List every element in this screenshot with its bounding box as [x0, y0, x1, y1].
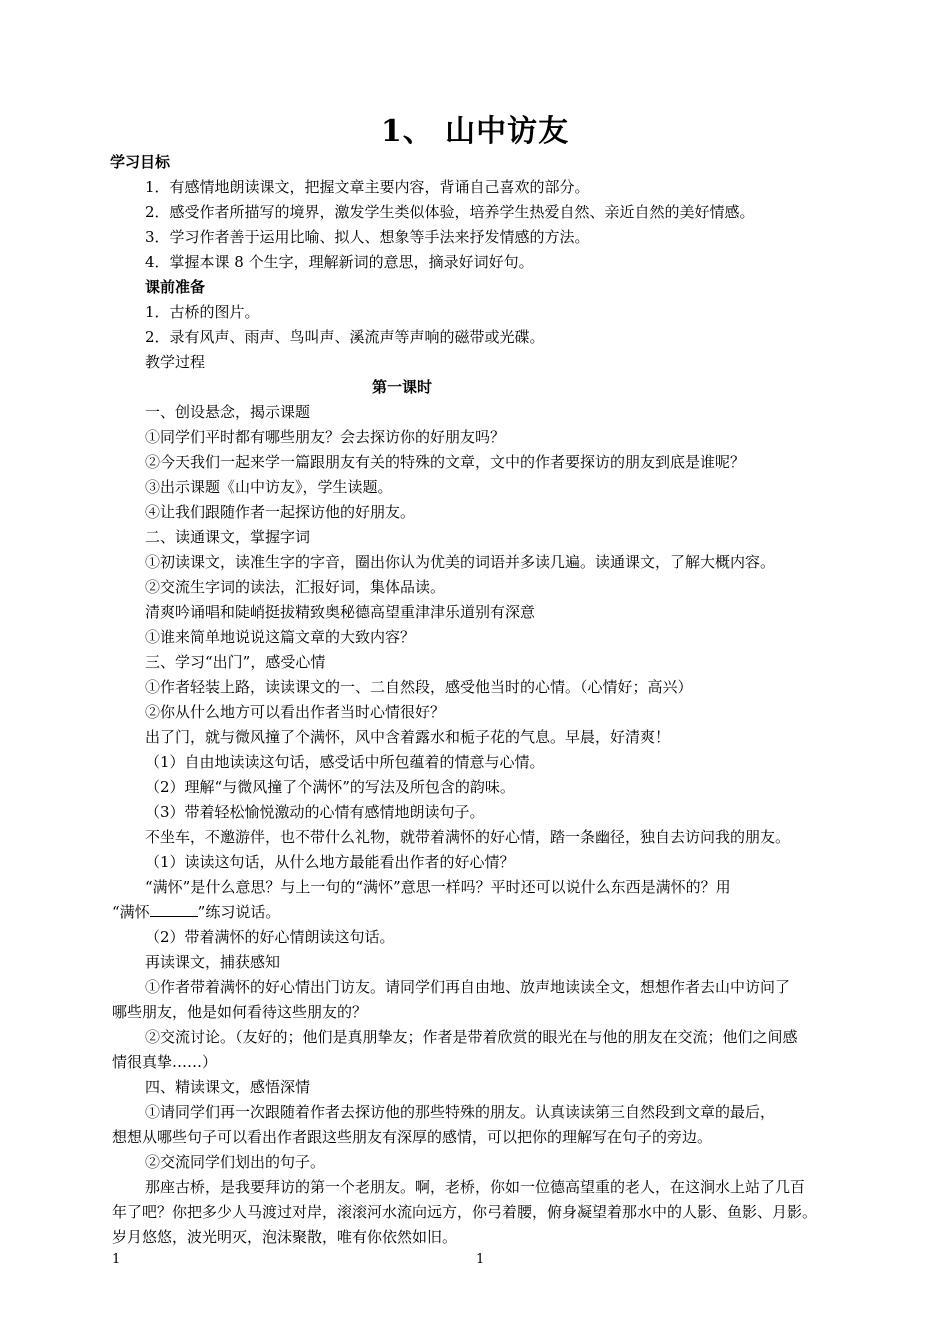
text-line: ②交流同学们划出的句子。 — [145, 1153, 326, 1171]
quote-line: 岁月悠悠，波光明灭，泡沫聚散，唯有你依然如旧。 — [112, 1228, 458, 1246]
quote-line: 年了吧？你把多少人马渡过对岸，滚滚河水流向远方，你弓着腰，俯身凝望着那水中的人影、鱼影、月影。 — [112, 1203, 818, 1221]
step-3-heading: 三、学习“出门”，感受心情 — [145, 653, 326, 671]
page-title: 1、 山中访友 — [380, 114, 570, 149]
quote-line: 那座古桥，是我要拜访的第一个老朋友。啊，老桥，你如一位德高望重的老人，在这涧水上站了几百 — [145, 1178, 806, 1196]
quote-line: 出了门，就与微风撞了个满怀，风中含着露水和栀子花的气息。早晨，好清爽！ — [145, 728, 671, 746]
text-line: （3）带着轻松愉悦激动的心情有感情地朗读句子。 — [145, 803, 485, 821]
text-line: ①初读课文，读准生字的字音，圈出你认为优美的词语并多读几遍。读通课文，了解大概内容。 — [145, 553, 776, 571]
text-fragment: “满怀 — [112, 903, 150, 921]
objective-4: 4．掌握本课 8 个生字，理解新词的意思，摘录好词好句。 — [145, 253, 534, 271]
text-line: ①谁来简单地说说这篇文章的大致内容？ — [145, 628, 416, 646]
text-line: 情很真挚……） — [112, 1053, 218, 1071]
text-line: ③出示课题《山中访友》，学生读题。 — [145, 478, 393, 496]
text-line: （2）理解“与微风撞了个满怀”的写法及所包含的韵味。 — [145, 778, 515, 796]
objective-3: 3．学习作者善于运用比喻、拟人、想象等手法来抒发情感的方法。 — [145, 228, 590, 246]
text-line: ②你从什么地方可以看出作者当时心情很好？ — [145, 703, 446, 721]
text-line: ①作者轻装上路，读读课文的一、二自然段，感受他当时的心情。（心情好；高兴） — [145, 678, 693, 696]
lesson-heading: 第一课时 — [372, 378, 433, 396]
text-line: （1）自由地读读这句话，感受话中所包蕴着的情意与心情。 — [145, 753, 545, 771]
text-line: “满怀”是什么意思？与上一句的“满怀”意思一样吗？平时还可以说什么东西是满怀的？用 — [145, 878, 731, 896]
text-line: 想想从哪些句子可以看出作者跟这些朋友有深厚的感情，可以把你的理解写在句子的旁边。 — [112, 1128, 713, 1146]
text-fragment: ”练习说话。 — [197, 903, 281, 921]
text-line: ①作者带着满怀的好心情出门访友。请同学们再自由地、放声地读读全文，想想作者去山中访问了 — [145, 978, 791, 996]
text-line: （2）带着满怀的好心情朗读这句话。 — [145, 928, 395, 946]
quote-line: 不坐车，不邀游伴，也不带什么礼物，就带着满怀的好心情，踏一条幽径，独自去访问我的朋友。 — [145, 828, 791, 846]
preparation-1: 1．古桥的图片。 — [145, 303, 260, 321]
step-1-heading: 一、创设悬念，揭示课题 — [145, 403, 311, 421]
section-heading-process: 教学过程 — [145, 353, 206, 371]
section-heading-preparation: 课前准备 — [145, 278, 206, 296]
objective-1: 1．有感情地朗读课文，把握文章主要内容，背诵自己喜欢的部分。 — [145, 178, 590, 196]
vocabulary-line: 清爽吟诵唱和陡峭挺拔精致奥秘德高望重津津乐道别有深意 — [145, 603, 536, 621]
footer-center-page-number: 1 — [476, 1252, 485, 1267]
text-line: ②交流讨论。（友好的；他们是真朋挚友；作者是带着欣赏的眼光在与他的朋友在交流；他们之间感 — [145, 1028, 798, 1046]
fill-in-blank — [150, 902, 198, 917]
text-line: ②今天我们一起来学一篇跟朋友有关的特殊的文章，文中的作者要探访的朋友到底是谁呢？ — [145, 453, 746, 471]
text-line: ④让我们跟随作者一起探访他的好朋友。 — [145, 503, 416, 521]
text-line: 哪些朋友，他是如何看待这些朋友的？ — [112, 1003, 368, 1021]
step-4-heading: 四、精读课文，感悟深情 — [145, 1078, 311, 1096]
text-line: ②交流生字词的读法，汇报好词，集体品读。 — [145, 578, 446, 596]
text-line: ①同学们平时都有哪些朋友？会去探访你的好朋友吗？ — [145, 428, 506, 446]
practice-line — [112, 902, 280, 922]
objective-2: 2．感受作者所描写的境界，激发学生类似体验，培养学生热爱自然、亲近自然的美好情感。 — [145, 203, 755, 221]
section-heading-objectives: 学习目标 — [110, 153, 171, 171]
subsection-heading: 再读课文，捕获感知 — [145, 953, 281, 971]
footer-left-page-number: 1 — [112, 1252, 121, 1267]
text-line: （1）读读这句话，从什么地方最能看出作者的好心情？ — [145, 853, 515, 871]
step-2-heading: 二、读通课文，掌握字词 — [145, 528, 311, 546]
text-line: ①请同学们再一次跟随着作者去探访他的那些特殊的朋友。认真读读第三自然段到文章的最后， — [145, 1103, 776, 1121]
preparation-2: 2．录有风声、雨声、鸟叫声、溪流声等声响的磁带或光碟。 — [145, 328, 545, 346]
